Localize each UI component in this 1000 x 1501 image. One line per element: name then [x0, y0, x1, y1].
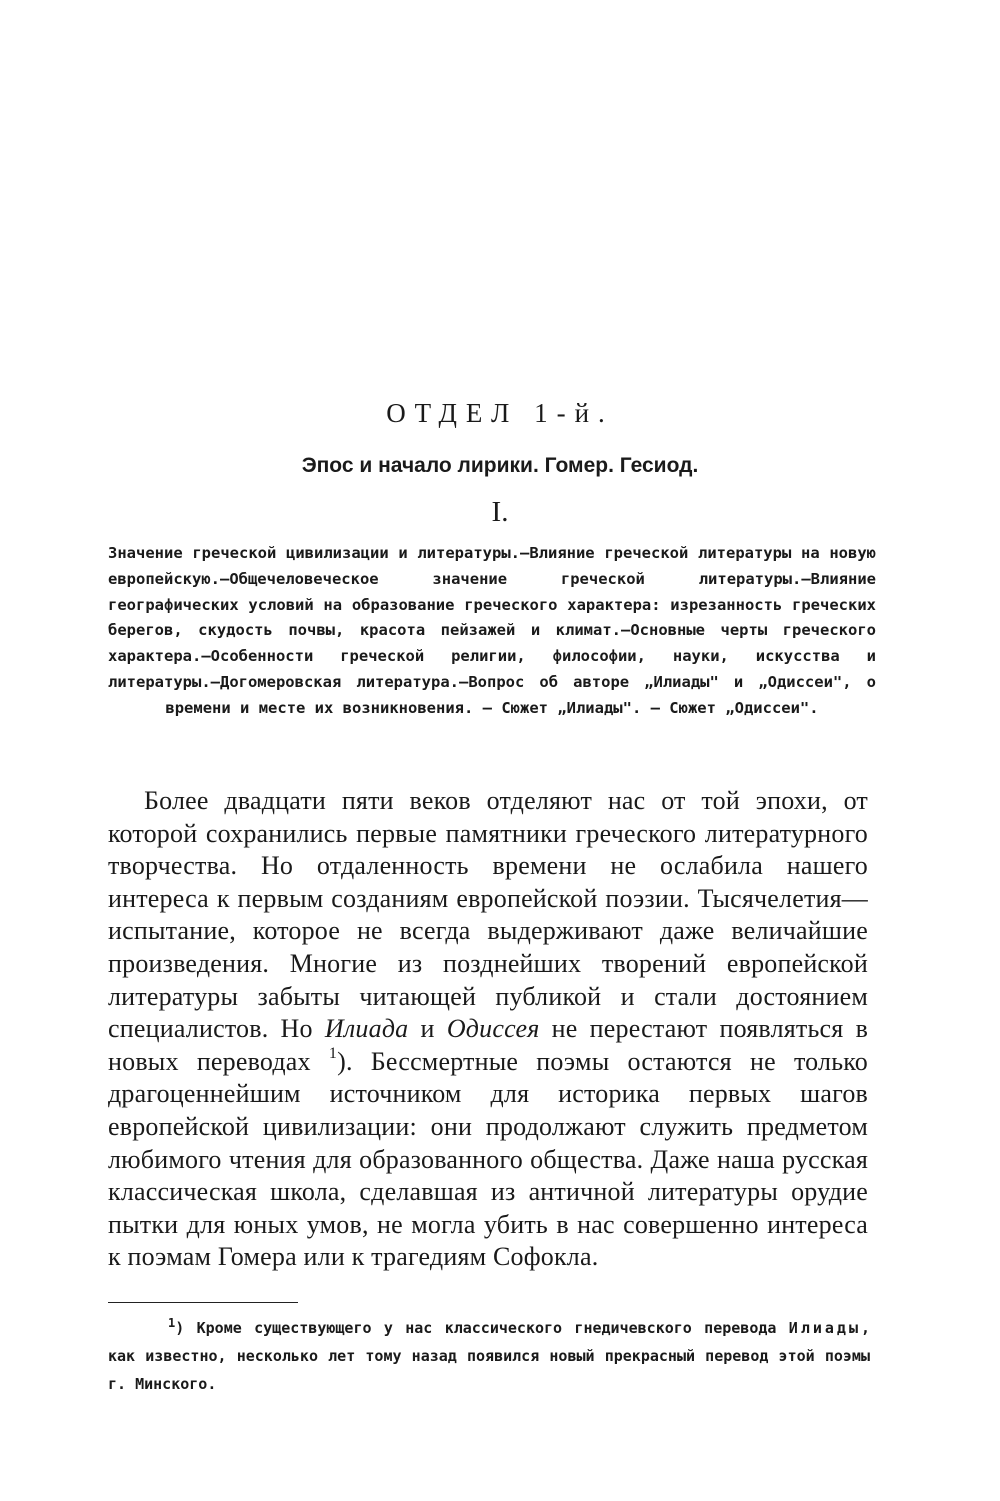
footnote-text-2: , как известно, несколько лет тому назад появился новый прекрасный перевод этой поэмы г. Минского. — [108, 1319, 871, 1393]
chapter-summary: Значение греческой цивилизации и литературы.—Влияние греческой литературы на новую европейскую.—Общечеловеческое значение греческой литературы.—Влияние географических условий на образование греческого характера: изрезанность греческих берегов, скудость почвы, красота пейзажей и климат.—Основные черты греческого характера.—Особенности греческой религии, философии, науки, искусства и литературы.—Догомеровская литература.—Вопрос об авторе „Илиады" и „Одиссеи", о времени и месте их возникновения. — Сюжет „Илиады". — Сюжет „Одиссеи". — [108, 544, 876, 717]
conjunction: и — [420, 1014, 435, 1044]
footnote — [108, 1314, 870, 1398]
footnote-number: 1 — [168, 1316, 176, 1330]
title-odyssey: Одиссея — [446, 1014, 540, 1044]
footnote-iliad: Илиады — [788, 1319, 861, 1337]
paragraph-text-2: не перестают появляться в новых переводах — [108, 1014, 869, 1076]
section-title: Эпос и начало лирики. Гомер. Гесиод. — [301, 454, 699, 477]
chapter-number: I. — [491, 496, 509, 528]
part-title: ОТДЕЛ 1-й. — [386, 398, 614, 428]
footnote-reference[interactable]: 1 — [328, 1044, 338, 1062]
main-paragraph — [108, 785, 868, 1274]
footnote-text-1: ) Кроме существующего у нас классического гнедичевского перевода — [175, 1319, 777, 1337]
footnote-divider — [108, 1302, 298, 1303]
title-iliad: Илиада — [324, 1014, 409, 1044]
paragraph-text-1: Более двадцати пяти веков отделяют нас от той эпохи, от которой сохранились первые памятники греческого литературного творчества. Но отдаленность времени не ослабила нашего интереса к первым созданиям европейской поэзии. Тысячелетия—испытание, которое не всегда выдерживают даже величайшие произведения. Многие из позднейших творений европейской литературы забыты читающей публикой и стали достоянием специалистов. Но — [108, 786, 868, 1044]
paragraph-text-3: ). Бессмертные поэмы остаются не только драгоценнейшим источником для историка первых шагов европейской цивилизации: они продолжают служить предметом любимого чтения для образованного общества. Даже наша русская классическая школа, сделавшая из античной литературы орудие пытки для юных умов, не могла убить в нас совершенно интереса к поэмам Гомера или к трагедиям Софокла. — [108, 1046, 868, 1272]
